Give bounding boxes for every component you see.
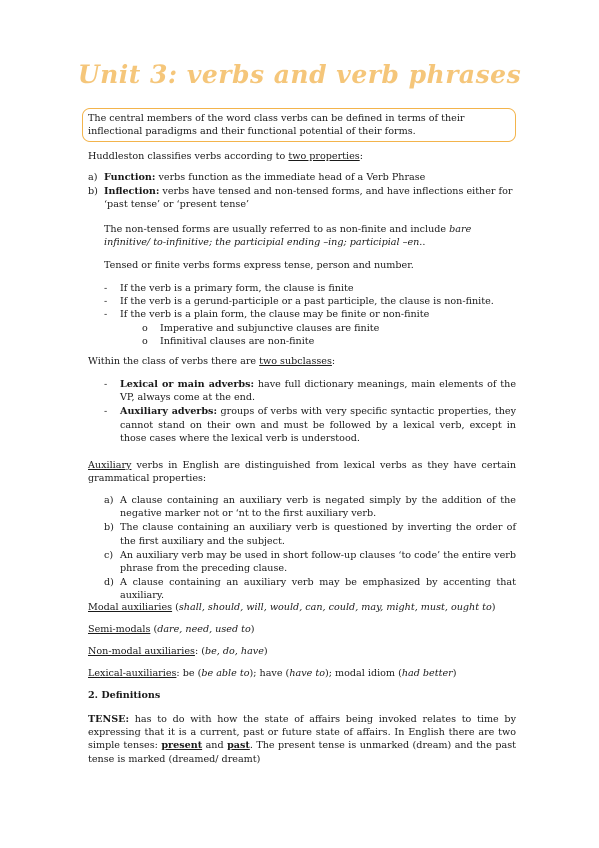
finite-paragraph: Tensed or finite verbs forms express tense, person and number. <box>104 260 414 271</box>
nonmodal-label: Non-modal auxiliaries <box>88 646 195 657</box>
huddleston-tail: : <box>359 151 363 162</box>
paren-close: ) <box>263 646 268 657</box>
list-text: verbs function as the immediate head of a Verb Phrase <box>155 172 426 183</box>
tense-text: and <box>202 740 228 752</box>
list-term: Lexical or main adverbs: <box>120 379 255 390</box>
list-marker: c) <box>104 549 114 561</box>
auxiliary-link: Auxiliary <box>88 460 132 471</box>
list-marker: a) <box>88 172 98 183</box>
list-item <box>104 494 516 520</box>
paren-open: ( <box>172 602 179 613</box>
auxiliary-properties-list <box>104 494 516 603</box>
tense-term: TENSE: <box>88 714 130 725</box>
subclasses-tail: : <box>331 356 336 367</box>
tense-text: . The present tense is unmarked (dream) and the past tense is marked (dreamed/ dreamt) <box>88 740 516 765</box>
lexical-auxiliaries-line <box>88 667 516 680</box>
list-item <box>88 185 516 211</box>
list-item <box>104 378 516 404</box>
list-text: The clause containing an auxiliary verb is questioned by inverting the order of the first auxiliary and the subject. <box>120 522 516 547</box>
list-text: verbs have tensed and non-tensed forms, and have inflections either for ‘past tense’ or ‘present tense’ <box>104 186 513 211</box>
verb-forms-list <box>104 282 516 348</box>
paren-close: ) <box>250 624 255 635</box>
list-text: An auxiliary verb may be used in short follow-up clauses ‘to code’ the entire verb phrase from the preceding clause. <box>120 549 516 575</box>
sub-list-text: Infinitival clauses are non-finite <box>160 335 315 347</box>
sub-list-text: Imperative and subjunctive clauses are finite <box>160 322 380 334</box>
lexaux-text: ); have ( <box>249 668 290 679</box>
list-marker: - <box>104 283 108 294</box>
list-text: have full dictionary meanings, main elements of the VP, always come at the end. <box>120 379 516 404</box>
list-item <box>104 308 516 321</box>
sub-list-item <box>142 335 516 348</box>
intro-box <box>82 108 516 142</box>
list-marker: - <box>104 406 108 418</box>
subclasses-list <box>104 378 516 445</box>
non-modal-auxiliaries-line <box>88 645 516 658</box>
list-term: Auxiliary adverbs: <box>120 406 218 418</box>
nonfinite-forms: bare infinitive/ to-infinitive; the participial ending –ing; participial –en. <box>104 224 472 249</box>
list-item <box>104 405 516 445</box>
nonfinite-tail: . <box>422 237 426 249</box>
list-marker: - <box>104 379 108 390</box>
definitions-heading: 2. Definitions <box>88 690 161 701</box>
modal-auxiliaries-line <box>88 601 516 614</box>
list-text: If the verb is a plain form, the clause may be finite or non-finite <box>120 309 430 321</box>
list-term: Inflection: <box>104 186 160 198</box>
list-item <box>88 171 516 184</box>
auxiliary-text: verbs in English are distinguished from lexical verbs as they have certain grammatical properties: <box>88 460 516 485</box>
list-text: groups of verbs with very specific syntactic properties, they cannot stand on their own and must be followed by a lexical verb, except in those cases where the lexical verb is understood. <box>120 406 516 444</box>
two-properties-link: two properties <box>288 151 360 162</box>
lexaux-example: be able to <box>201 668 250 679</box>
lexaux-example: have to <box>289 668 325 679</box>
section-heading <box>88 689 516 702</box>
tense-paragraph <box>88 713 516 766</box>
modal-label: Modal auxiliaries <box>88 602 173 613</box>
page-title: Unit 3: verbs and verb phrases <box>77 60 522 89</box>
list-marker: d) <box>104 577 114 589</box>
list-text: If the verb is a gerund-participle or a past participle, the clause is non-finite. <box>120 296 494 308</box>
semi-modals-line <box>88 623 516 636</box>
huddleston-lead: Huddleston classifies verbs according to <box>88 151 289 162</box>
semi-label: Semi-modals <box>88 624 151 635</box>
past-term: past <box>227 740 250 752</box>
paren-open: ( <box>150 624 158 635</box>
lexaux-text: ); modal idiom ( <box>325 668 402 679</box>
list-item <box>104 549 516 575</box>
two-subclasses-link: two subclasses <box>259 356 332 367</box>
list-text: A clause containing an auxiliary verb may be emphasized by accenting that auxiliary. <box>120 577 516 602</box>
sub-list-marker: o <box>142 335 148 347</box>
list-item <box>104 295 516 308</box>
tense-text: has to do with how the state of affairs being invoked relates to time by expressing that it is a current, past or future state of affairs. In English there are two simple tenses: <box>88 714 516 752</box>
lexaux-example: had better <box>401 668 453 679</box>
properties-list <box>88 171 516 212</box>
list-item <box>104 576 516 602</box>
list-text: A clause containing an auxiliary verb is negated simply by the addition of the negative marker not or ‘nt to the first auxiliary verb. <box>120 495 516 520</box>
subclasses-paragraph <box>88 355 516 368</box>
subclasses-lead: Within the class of verbs there are <box>88 356 260 367</box>
sub-list-marker: o <box>142 322 148 334</box>
lexaux-text: ) <box>452 668 457 679</box>
lexaux-text: : be ( <box>176 668 202 679</box>
present-term: present <box>161 740 203 752</box>
lexaux-label: Lexical-auxiliaries <box>88 668 177 679</box>
huddleston-paragraph <box>88 150 516 163</box>
modal-examples: shall, should, will, would, can, could, may, might, must, ought to <box>178 602 492 613</box>
sub-list-item <box>142 322 516 335</box>
paren-close: ) <box>491 602 496 613</box>
list-item <box>104 282 516 295</box>
list-marker: a) <box>104 495 114 506</box>
semi-examples: dare, need, used to <box>157 624 251 635</box>
nonmodal-examples: be, do, have <box>204 646 264 657</box>
list-marker: b) <box>104 522 114 534</box>
list-item <box>104 521 516 547</box>
list-term: Function: <box>104 172 156 183</box>
intro-text: The central members of the word class verbs can be defined in terms of their inflectional paradigms and their functional potential of their forms. <box>88 113 465 138</box>
paren-open: : ( <box>194 646 205 657</box>
nonfinite-lead: The non-tensed forms are usually referred to as non-finite and include <box>104 224 450 235</box>
list-marker: - <box>104 296 108 308</box>
list-marker: - <box>104 309 108 321</box>
auxiliary-paragraph <box>88 459 516 485</box>
nonfinite-paragraph <box>104 223 516 249</box>
list-text: If the verb is a primary form, the clause is finite <box>120 283 354 294</box>
list-marker: b) <box>88 186 98 198</box>
